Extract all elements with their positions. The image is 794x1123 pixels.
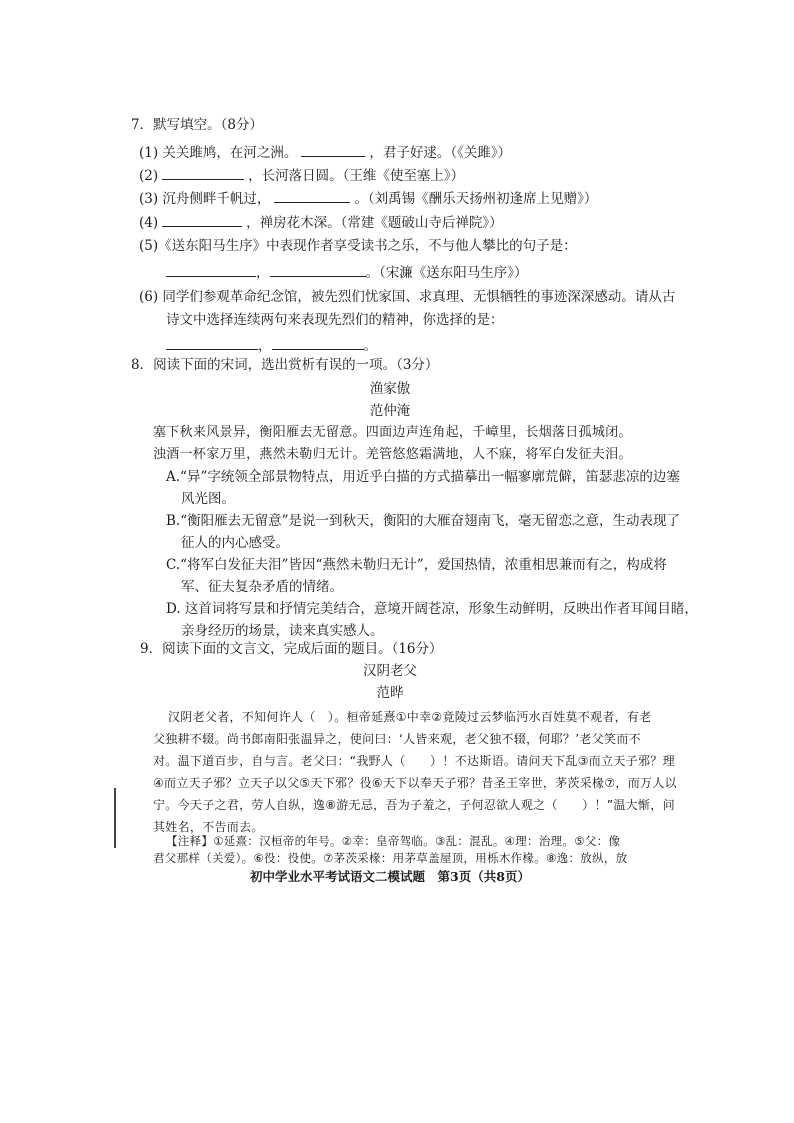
passage-line-3: 对。温下道百步，自与言。老父曰：“我野人（ ）！不达斯语。请问天下乱③而立天子邪？理 bbox=[153, 754, 675, 768]
q7-item-5-blank-1[interactable] bbox=[166, 262, 256, 277]
q9-title: 9．阅读下面的文言文，完成后面的题目。（16分） bbox=[140, 641, 443, 657]
poem-title: 渔家傲 bbox=[369, 381, 411, 397]
q7-item-6-answer bbox=[166, 335, 377, 355]
q7-item-4-post: ，禅房花木深。（常建《题破山寺后禅院》） bbox=[246, 215, 503, 231]
q7-item-6-prompt-1: (6) 同学们参观革命纪念馆，被先烈们忧家国、求真理、无惧牺牲的事迹深深感动。请从古 bbox=[139, 289, 676, 305]
passage-line-6: 其姓名，不告而去。 bbox=[153, 820, 264, 834]
passage-author: 范晔 bbox=[376, 685, 404, 701]
q8-option-b-line-1: B.“衡阳雁去无留意”是说一到秋天，衡阳的大雁奋翅南飞，毫无留恋之意，生动表现了 bbox=[166, 513, 681, 529]
q7-item-6-blank-2[interactable] bbox=[272, 335, 364, 350]
margin-bar bbox=[114, 788, 116, 848]
q7-item-4-pre: (4) bbox=[139, 215, 159, 231]
passage-line-5: 宁。今天子之君，劳人自纵，逸⑧游无忌，吾为子羞之，子何忍欲人观之（ ）！”温大惭，问 bbox=[153, 798, 675, 812]
notes-line-1: 【注释】①延熹：汉桓帝的年号。②幸：皇帝驾临。③乱：混乱。④理：治理。⑤父：像 bbox=[166, 834, 621, 848]
passage-line-2: 父独耕不辍。尚书郎南阳张温异之，使问曰：‘人皆来观，老父独不辍，何耶？’老父笑而不 bbox=[153, 732, 641, 746]
q7-item-3-pre: (3) 沉舟侧畔千帆过， bbox=[139, 191, 271, 207]
q7-item-3-blank[interactable] bbox=[274, 188, 350, 203]
q8-option-c-line-2: 军、征夫复杂矛盾的情绪。 bbox=[181, 579, 343, 595]
q8-option-c-line-1: C.“将军白发征夫泪”皆因“燕然未勒归无计”，爱国热情，浓重相思兼而有之，构成将 bbox=[166, 557, 667, 573]
q7-item-5-blank-2[interactable] bbox=[270, 262, 366, 277]
q7-item-3-post: 。（刘禹锡《酬乐天扬州初逢席上见赠》） bbox=[354, 191, 598, 207]
q7-item-2 bbox=[139, 165, 464, 185]
q8-title: 8．阅读下面的宋词，选出赏析有误的一项。（3分） bbox=[131, 357, 439, 373]
notes-line-2: 君父那样（关爱）。⑥役：役使。⑦茅茨采椽：用茅草盖屋顶，用栎木作椽。⑧逸：放纵，放 bbox=[153, 851, 628, 865]
poem-author: 范仲淹 bbox=[369, 403, 411, 419]
q7-item-2-blank[interactable] bbox=[162, 165, 244, 180]
poem-line-1: 塞下秋来风景异，衡阳雁去无留意。四面边声连角起，千嶂里，长烟落日孤城闭。 bbox=[153, 425, 632, 440]
q7-item-4 bbox=[139, 212, 503, 232]
q7-item-1-post: ，君子好逑。（《关雎》） bbox=[369, 145, 512, 161]
q7-item-6-blank-1[interactable] bbox=[166, 335, 258, 350]
q8-option-b-line-2: 征人的内心感受。 bbox=[181, 535, 289, 551]
q7-item-5-post: 。（宋濂《送东阳马生序》） bbox=[365, 265, 528, 281]
q7-item-1-blank[interactable] bbox=[301, 142, 365, 157]
poem-line-2: 浊酒一杯家万里，燕然未勒归无计。羌管悠悠霜满地，人不寐，将军白发征夫泪。 bbox=[153, 447, 632, 462]
q7-item-1-pre: (1) 关关雎鸠，在河之洲。 bbox=[139, 145, 298, 161]
q7-item-6-end: 。 bbox=[363, 338, 377, 354]
passage-line-4: ④而立天子邪？立天子以父⑤天下邪？役⑥天下以奉天子邪？昔圣王宰世，茅茨采椽⑦，而万人以 bbox=[153, 776, 677, 790]
q8-option-d-line-1: D. 这首词将写景和抒情完美结合，意境开阔苍凉，形象生动鲜明，反映出作者耳闻目睹， bbox=[166, 601, 698, 617]
passage-title: 汉阴老父 bbox=[363, 663, 417, 679]
q7-item-3 bbox=[139, 188, 597, 208]
q7-item-5-answer bbox=[166, 262, 528, 282]
q7-item-5-prompt: (5)《送东阳马生序》中表现作者享受读书之乐，不与他人攀比的句子是： bbox=[139, 238, 577, 254]
q7-item-1 bbox=[139, 142, 511, 162]
page-footer: 初中学业水平考试语文二模试题 第3页（共8页） bbox=[250, 869, 530, 884]
q7-item-4-blank[interactable] bbox=[162, 212, 242, 227]
passage-line-1: 汉阴老父者，不知何许人（ ）。桓帝延熹①中幸②竟陵过云梦临沔水百姓莫不观者，有老 bbox=[168, 710, 652, 724]
q7-item-2-pre: (2) bbox=[139, 168, 159, 184]
q8-option-d-line-2: 亲身经历的场景，读来真实感人。 bbox=[181, 623, 384, 639]
q8-option-a-line-2: 风光图。 bbox=[181, 491, 235, 507]
q7-title: 7．默写填空。（8分） bbox=[131, 117, 263, 133]
q8-option-a-line-1: A.“异”字统领全部景物特点，用近乎白描的方式描摹出一幅寥廓荒僻，笛瑟悲凉的边塞 bbox=[166, 469, 680, 485]
q7-item-6-sep: ， bbox=[258, 338, 272, 354]
q7-item-6-prompt-2: 诗文中选择连续两句来表现先烈们的精神，你选择的是： bbox=[166, 312, 504, 328]
q7-item-2-post: ，长河落日圆。（王维《使至塞上》） bbox=[248, 168, 465, 184]
q7-item-5-sep: ， bbox=[256, 265, 270, 281]
